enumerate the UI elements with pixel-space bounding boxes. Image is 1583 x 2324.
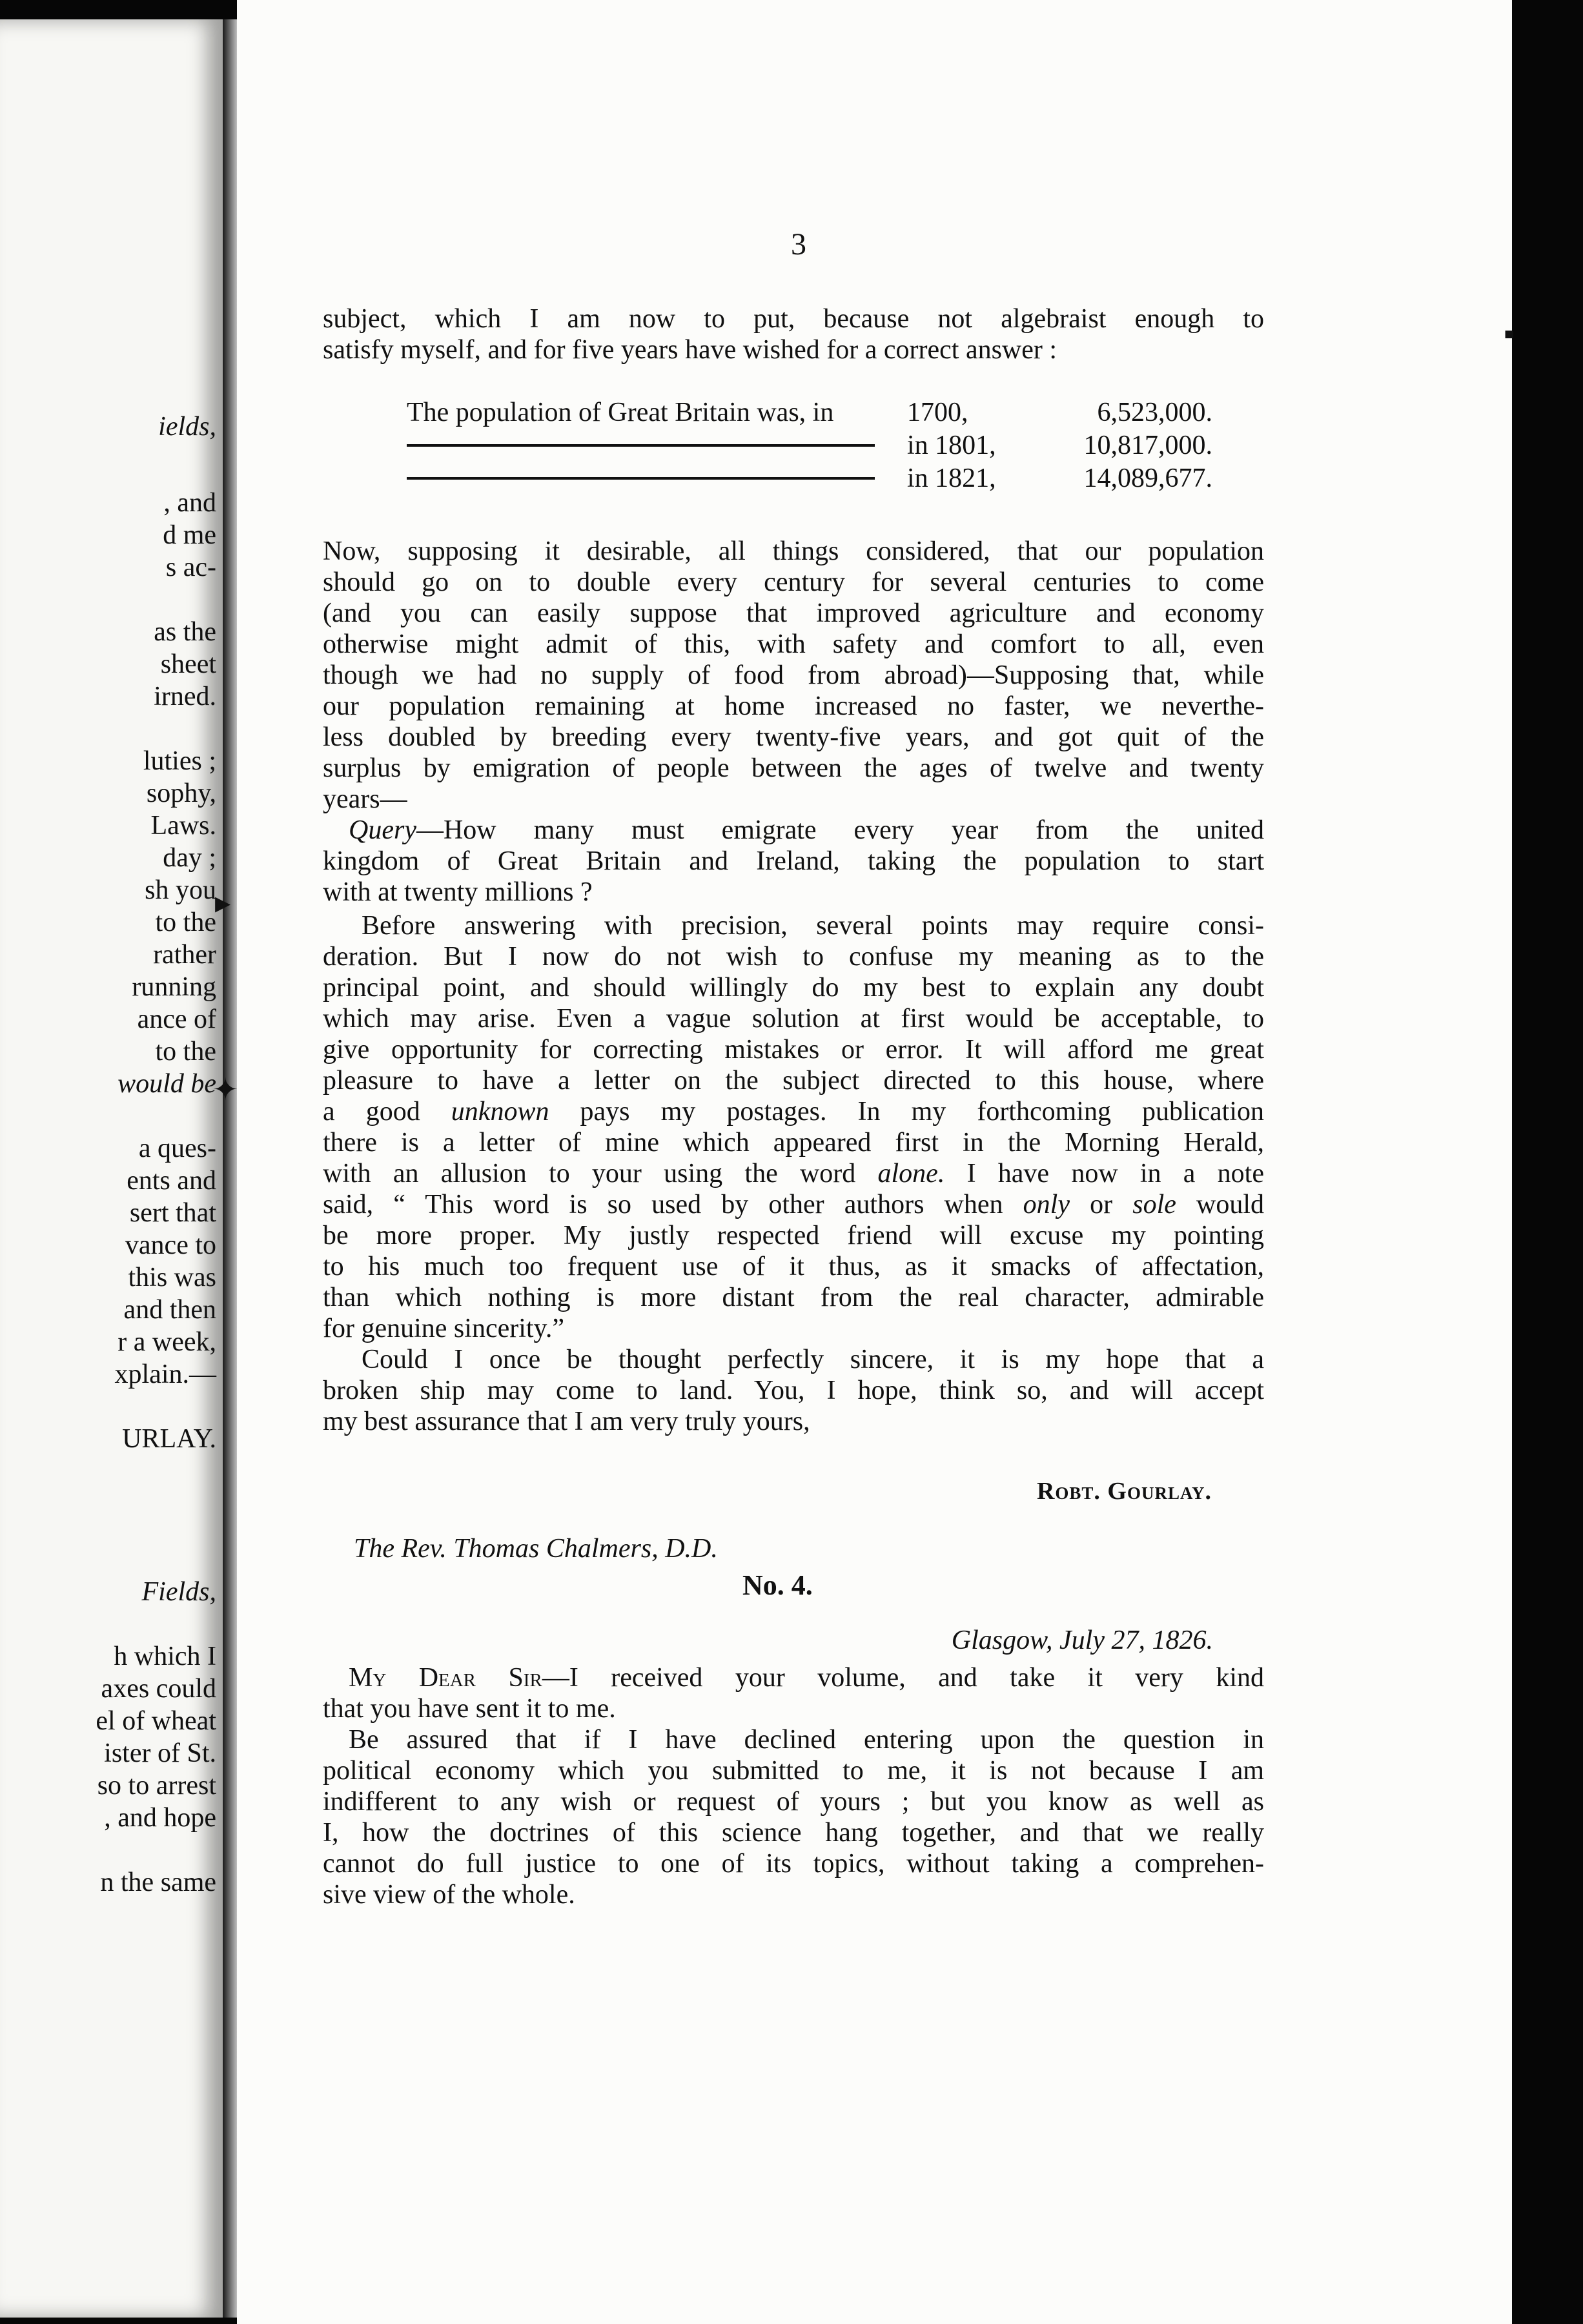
left-page-fragment: sh you	[145, 875, 216, 905]
population-year: in 1821,	[907, 464, 996, 493]
text-span: a good	[323, 1097, 451, 1126]
text-line	[323, 1662, 1264, 1693]
left-page-fragment: luties ;	[143, 746, 216, 776]
text-line: should go on to double every century for several centuries to come	[323, 567, 1264, 597]
salutation: My Dear Sir	[349, 1663, 542, 1693]
text-span: I have now in a note	[945, 1159, 1264, 1188]
left-page-fragment: ister of St.	[104, 1738, 216, 1768]
left-page-fragment: axes could	[101, 1674, 216, 1704]
text-line: surplus by emigration of people between the ages of twelve and twenty	[323, 753, 1264, 783]
left-page-fragment: and then	[123, 1295, 216, 1325]
margin-mark: ▸	[215, 886, 231, 920]
left-page-fragment: vance to	[125, 1230, 216, 1260]
left-page-fragment: s ac-	[165, 553, 216, 582]
left-page-fragment: Fields,	[141, 1577, 216, 1607]
text-span: with an allusion to your using the word	[323, 1159, 878, 1188]
population-value: 10,817,000.	[1083, 431, 1212, 460]
left-page-fragment: URLAY.	[122, 1424, 216, 1454]
text-span: —I received your volume, and take it very kind	[542, 1663, 1265, 1693]
text-line: cannot do full justice to one of its topics, without taking a comprehen-	[323, 1849, 1264, 1879]
italic-word: alone.	[877, 1159, 945, 1188]
page-gutter	[223, 19, 237, 2318]
italic-word: unknown	[451, 1097, 549, 1126]
letter-4-body	[323, 1662, 1264, 1910]
population-value: 14,089,677.	[1083, 464, 1212, 493]
text-line: there is a letter of mine which appeared first in the Morning Herald,	[323, 1128, 1264, 1157]
addressee: The Rev. Thomas Chalmers, D.D.	[354, 1534, 718, 1564]
left-page-fragment: Laws.	[150, 811, 216, 841]
left-page-fragment: this was	[128, 1263, 216, 1292]
left-page-fragment: d me	[163, 520, 216, 550]
text-span: or	[1069, 1190, 1133, 1219]
left-page-fragment: rather	[153, 940, 216, 970]
margin-mark: ✦	[212, 1073, 239, 1107]
text-line: our population remaining at home increased no faster, we neverthe-	[323, 691, 1264, 721]
left-page-fragment: , and	[163, 488, 216, 518]
text-span: would	[1176, 1190, 1264, 1219]
text-line: pleasure to have a letter on the subject directed to this house, where	[323, 1066, 1264, 1096]
text-line: principal point, and should willingly do my best to explain any doubt	[323, 973, 1264, 1003]
paragraph-supposition	[323, 536, 1264, 1437]
margin-mark: ▪	[1504, 317, 1515, 351]
text-line: broken ship may come to land. You, I hope, think so, and will accept	[323, 1376, 1264, 1405]
text-line: to his much too frequent use of it thus, as it smacks of affectation,	[323, 1252, 1264, 1281]
left-page-fragment: day ;	[163, 843, 216, 873]
italic-word: only	[1023, 1190, 1070, 1219]
italic-word: sole	[1132, 1190, 1176, 1219]
text-line: with at twenty millions ?	[323, 877, 593, 907]
ditto-dash	[407, 444, 875, 447]
text-line	[323, 1189, 1264, 1220]
text-line	[323, 1096, 1264, 1127]
left-page-fragment: ance of	[137, 1004, 216, 1034]
left-page-fragment: irned.	[154, 682, 216, 711]
population-row	[323, 397, 1264, 428]
left-page-fragment: to the	[155, 908, 216, 937]
intro-text	[323, 303, 1264, 365]
text-line: years—	[323, 784, 407, 814]
text-line: be more proper. My justly respected friend will excuse my pointing	[323, 1221, 1264, 1250]
text-span: pays my postages. In my forthcoming publication	[549, 1097, 1264, 1126]
left-page-fragment: r a week,	[117, 1327, 216, 1357]
left-page-fragment: ields,	[158, 412, 216, 442]
left-page-fragment: to the	[155, 1037, 216, 1066]
left-page-fragment: so to arrest	[97, 1771, 216, 1800]
ditto-dash	[407, 477, 875, 480]
text-line: satisfy myself, and for five years have wished for a correct answer :	[323, 335, 1057, 365]
left-page-fragment: as the	[154, 617, 216, 647]
text-line: sive view of the whole.	[323, 1880, 575, 1910]
page-number: 3	[791, 227, 806, 261]
query-line	[323, 815, 1264, 846]
text-line: (and you can easily suppose that improved agriculture and economy	[323, 598, 1264, 628]
left-page	[0, 19, 223, 2318]
left-page-fragment: sert that	[129, 1198, 216, 1228]
text-line: otherwise might admit of this, with safety and comfort to all, even	[323, 629, 1264, 659]
text-line: indifferent to any wish or request of yours ; but you know as well as	[323, 1787, 1264, 1817]
population-year: 1700,	[907, 398, 968, 427]
text-line: subject, which I am now to put, because not algebraist enough to	[323, 304, 1264, 334]
text-line: that you have sent it to me.	[323, 1694, 616, 1724]
text-line: political economy which you submitted to me, it is not because I am	[323, 1756, 1264, 1786]
text-line: than which nothing is more distant from the real character, admirable	[323, 1283, 1264, 1312]
population-label: The population of Great Britain was, in	[407, 398, 834, 427]
query-text: —How many must emigrate every year from the united	[416, 815, 1264, 845]
query-label: Query	[349, 815, 416, 845]
left-page-fragment: would be	[117, 1069, 216, 1099]
left-page-fragment: n the same	[100, 1868, 216, 1897]
dateline: Glasgow, July 27, 1826.	[951, 1626, 1213, 1655]
text-line: for genuine sincerity.”	[323, 1314, 564, 1343]
left-page-fragment: ents and	[127, 1166, 216, 1196]
text-line: which may arise. Even a vague solution at first would be acceptable, to	[323, 1004, 1264, 1034]
text-line: Before answering with precision, several points may require consi-	[362, 911, 1264, 941]
left-page-fragment: , and hope	[104, 1803, 216, 1833]
text-line	[323, 1158, 1264, 1189]
text-line: Could I once be thought perfectly sincere, it is my hope that a	[362, 1345, 1264, 1374]
letter-heading: No. 4.	[742, 1569, 813, 1601]
text-span: said, “ This word is so used by other authors when	[323, 1190, 1023, 1219]
text-line: I, how the doctrines of this science hang together, and that we really	[323, 1818, 1264, 1848]
population-row	[323, 463, 1264, 494]
left-page-fragment: sophy,	[146, 779, 216, 808]
left-page-fragment: h which I	[114, 1642, 216, 1671]
left-page-fragment: el of wheat	[96, 1706, 216, 1736]
population-value: 6,523,000.	[1097, 398, 1212, 427]
text-line: kingdom of Great Britain and Ireland, taking the population to start	[323, 846, 1264, 876]
left-page-fragment: sheet	[160, 649, 216, 679]
left-page-fragment: xplain.—	[114, 1360, 216, 1389]
text-line: my best assurance that I am very truly yours,	[323, 1407, 810, 1436]
text-line: deration. But I now do not wish to confuse my meaning as to the	[323, 942, 1264, 972]
text-line: less doubled by breeding every twenty-five years, and got quit of the	[323, 722, 1264, 752]
text-line: give opportunity for correcting mistakes or error. It will afford me great	[323, 1035, 1264, 1065]
population-table	[323, 397, 1264, 496]
population-year: in 1801,	[907, 431, 996, 460]
text-line: Now, supposing it desirable, all things considered, that our population	[323, 536, 1264, 566]
text-line: Be assured that if I have declined entering upon the question in	[349, 1725, 1264, 1755]
left-page-fragment: running	[132, 972, 216, 1002]
signature: Robt. Gourlay.	[1036, 1478, 1212, 1505]
population-row	[323, 430, 1264, 461]
text-line: though we had no supply of food from abroad)—Supposing that, while	[323, 660, 1264, 690]
left-page-fragment: a ques-	[138, 1134, 216, 1163]
